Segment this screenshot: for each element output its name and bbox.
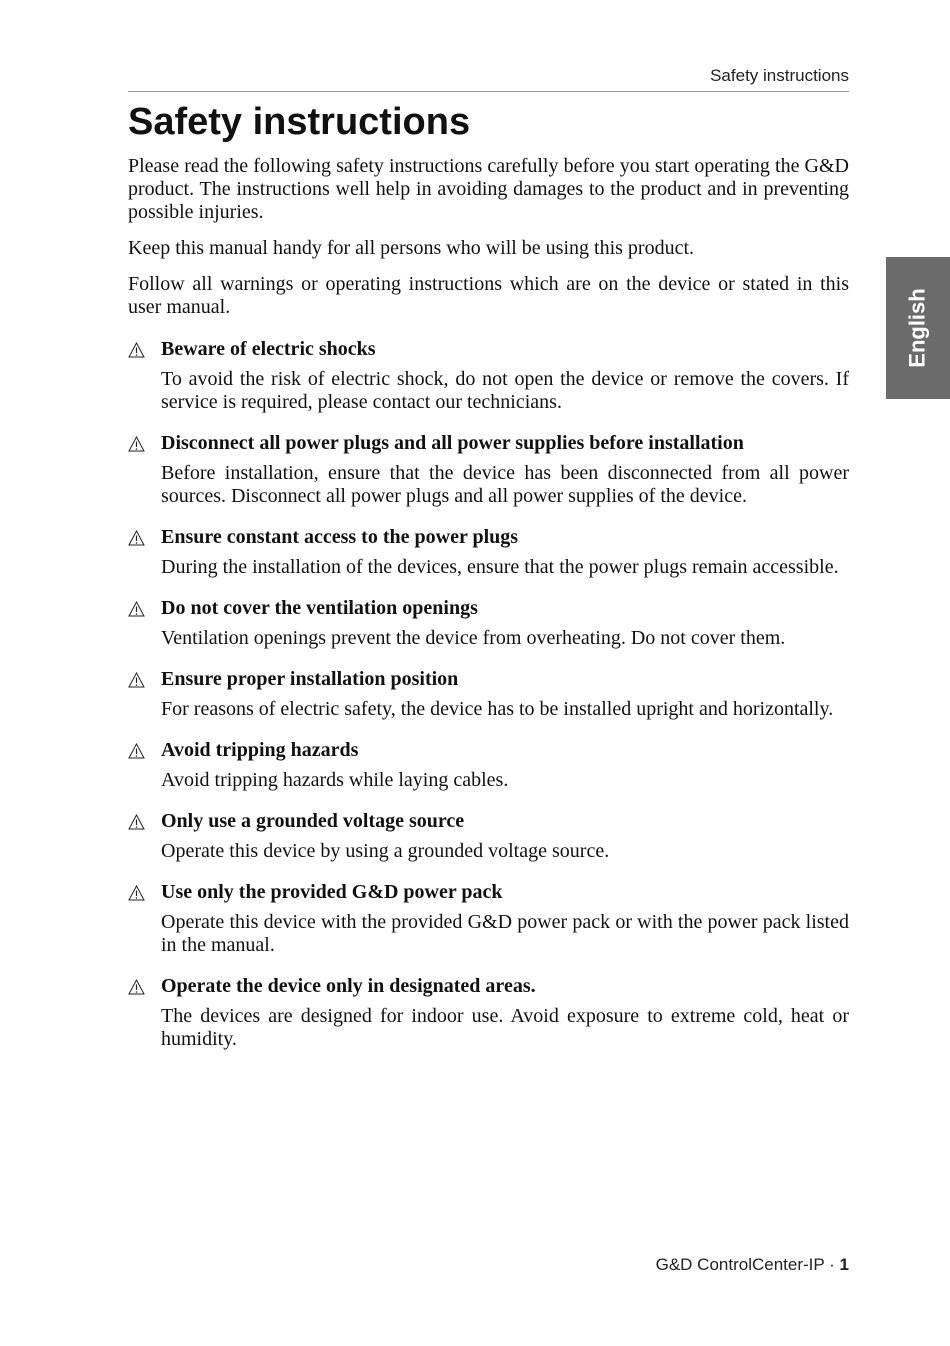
warning-item	[128, 432, 849, 508]
warning-list	[128, 338, 849, 1051]
warning-title: Do not cover the ventilation openings	[161, 597, 478, 619]
warning-title: Disconnect all power plugs and all power supplies before installation	[161, 432, 744, 454]
footer-product: G&D ControlCenter-IP	[655, 1255, 825, 1274]
language-tab-label: English	[905, 288, 931, 368]
warning-triangle-icon	[128, 342, 145, 358]
warning-body: Operate this device by using a grounded voltage source.	[161, 840, 610, 862]
warning-title: Ensure constant access to the power plugs	[161, 526, 519, 548]
warning-triangle-icon	[128, 601, 145, 617]
running-header: Safety instructions	[710, 66, 849, 85]
warning-title: Only use a grounded voltage source	[161, 810, 465, 832]
warning-item	[128, 338, 849, 414]
warning-body: Ventilation openings prevent the device from overheating. Do not cover them.	[161, 627, 786, 649]
warning-item	[128, 526, 849, 579]
warning-body: Before installation, ensure that the device has been disconnected from all power sources. Disconnect all power plugs and all power supplies of the device.	[161, 462, 849, 507]
page-content	[128, 155, 849, 1069]
warning-title: Operate the device only in designated areas.	[161, 975, 536, 997]
warning-triangle-icon	[128, 743, 145, 759]
warning-triangle-icon	[128, 814, 145, 830]
warning-body: Operate this device with the provided G&D power pack or with the power pack listed in the manual.	[161, 911, 849, 956]
warning-title: Avoid tripping hazards	[161, 739, 359, 761]
warning-body: For reasons of electric safety, the device has to be installed upright and horizontally.	[161, 698, 834, 720]
warning-body: During the installation of the devices, ensure that the power plugs remain accessible.	[161, 556, 839, 578]
warning-body: The devices are designed for indoor use. Avoid exposure to extreme cold, heat or humidity.	[161, 1005, 849, 1050]
warning-title: Beware of electric shocks	[161, 338, 376, 360]
intro-paragraph: Follow all warnings or operating instructions which are on the device or stated in this user manual.	[128, 273, 849, 318]
warning-triangle-icon	[128, 979, 145, 995]
page-footer	[128, 1255, 849, 1275]
warning-triangle-icon	[128, 885, 145, 901]
intro-paragraph: Please read the following safety instructions carefully before you start operating the G&D product. The instructions well help in avoiding damages to the product and in preventing possible injuries.	[128, 155, 849, 223]
warning-item	[128, 881, 849, 957]
warning-triangle-icon	[128, 436, 145, 452]
page-number: 1	[839, 1255, 849, 1274]
footer-separator: ·	[824, 1255, 840, 1274]
intro-paragraph: Keep this manual handy for all persons who will be using this product.	[128, 237, 695, 259]
header-rule	[128, 91, 849, 92]
warning-triangle-icon	[128, 672, 145, 688]
warning-title: Use only the provided G&D power pack	[161, 881, 503, 903]
warning-body: Avoid tripping hazards while laying cables.	[161, 769, 509, 791]
warning-item	[128, 739, 849, 792]
warning-body: To avoid the risk of electric shock, do not open the device or remove the covers. If service is required, please contact our technicians.	[161, 368, 849, 413]
language-tab	[886, 257, 950, 399]
warning-item	[128, 597, 849, 650]
warning-triangle-icon	[128, 530, 145, 546]
warning-title: Ensure proper installation position	[161, 668, 459, 690]
warning-item	[128, 668, 849, 721]
warning-item	[128, 975, 849, 1051]
warning-item	[128, 810, 849, 863]
page-title: Safety instructions	[128, 101, 471, 143]
